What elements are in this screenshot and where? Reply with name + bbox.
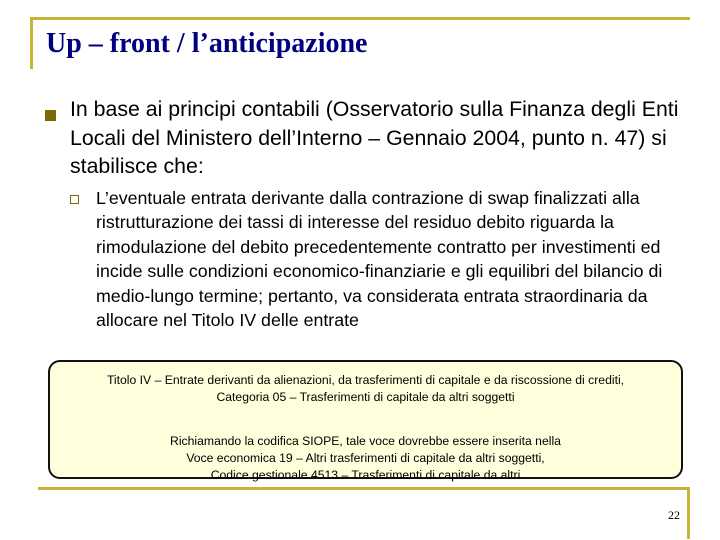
hollow-square-bullet-icon <box>70 195 79 204</box>
callout-line-1: Titolo IV – Entrate derivanti da alienazioni, da trasferimenti di capitale e da riscossione di crediti, <box>106 373 625 387</box>
frame-top-rule <box>30 17 690 20</box>
callout-box <box>48 360 683 482</box>
callout-spacer <box>50 406 681 433</box>
callout-line-2: Categoria 05 – Trasferimenti di capitale da altri soggetti <box>216 390 515 404</box>
frame-left-rule <box>30 17 33 69</box>
page-number: 22 <box>668 508 680 522</box>
main-bullet-text: In base ai principi contabili (Osservatorio sulla Finanza degli Enti Locali del Ministero dell’Interno – Gennaio 2004, punto n. 47) si stabilisce che: <box>70 97 679 178</box>
callout-line-4: Voce economica 19 – Altri trasferimenti di capitale da altri soggetti, <box>186 451 545 465</box>
callout-line-5: Codice gestionale 4513 – Trasferimenti di capitale da altri <box>210 468 521 482</box>
sub-bullet-text: L’eventuale entrata derivante dalla contrazione di swap finalizzati alla ristrutturazione dei tassi di interesse del residuo debito riguarda la rimodulazione del debito precedentemente contratto per investimenti ed incide sulle condizioni economico-finanziarie e gli equilibri del bilancio di medio-lungo termine; pertanto, va considerata entrata straordinaria da allocare nel Titolo IV delle entrate <box>96 188 663 331</box>
frame-bottom-rule <box>38 487 690 490</box>
slide-title: Up – front / l’anticipazione <box>46 28 368 59</box>
callout-line-3: Richiamando la codifica SIOPE, tale voce dovrebbe essere inserita nella <box>170 434 561 448</box>
frame-right-rule <box>687 487 690 539</box>
square-bullet-icon <box>45 110 56 121</box>
